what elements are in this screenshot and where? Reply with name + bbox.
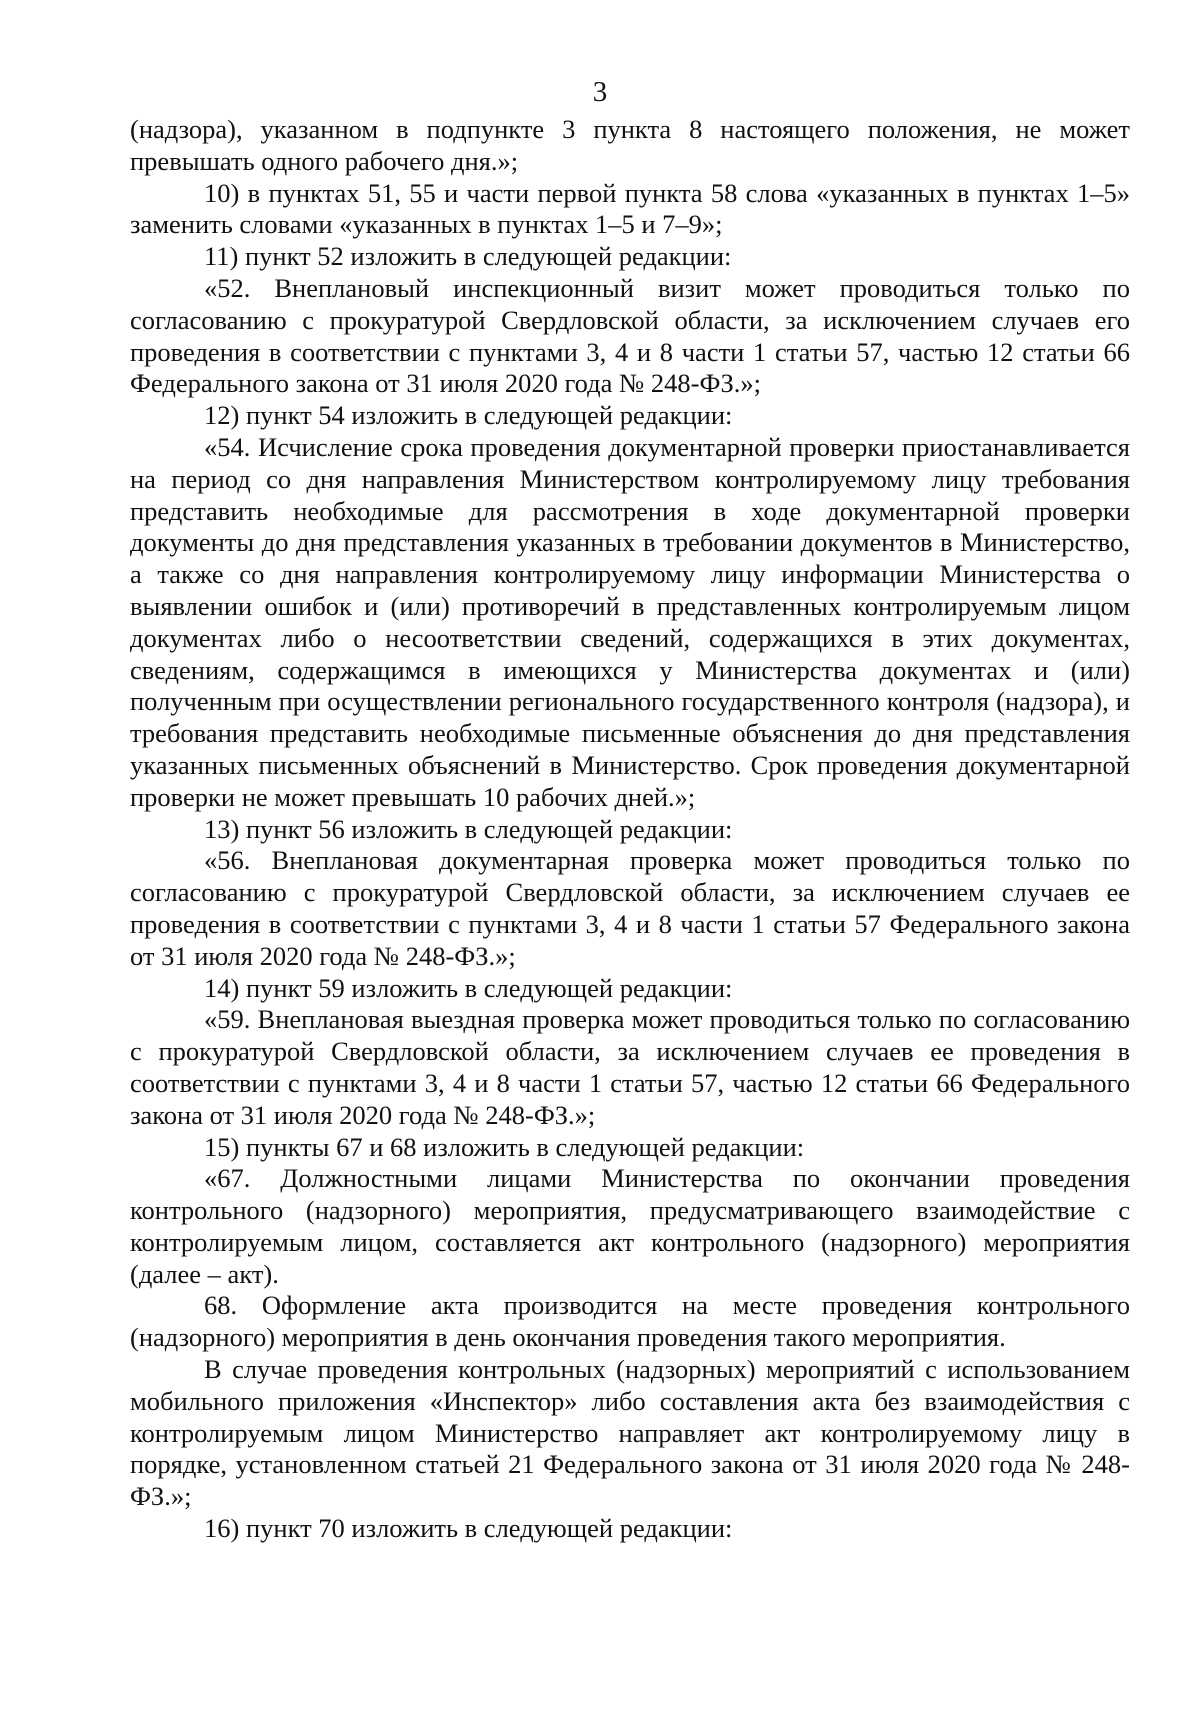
paragraph-item-16: 16) пункт 70 изложить в следующей редакции: [204, 1513, 733, 1544]
document-body [130, 114, 1130, 1545]
paragraph-item-11: 11) пункт 52 изложить в следующей редакции: [204, 241, 732, 272]
paragraph-clause-67: «67. Должностными лицами Министерства по окончании проведения контрольного (надзорного) мероприятия, предусматривающего взаимодействие с контролируемым лицом, составляется акт контрольного (надзорного) мероприятия (далее – акт). [130, 1163, 1130, 1289]
paragraph-clause-54: «54. Исчисление срока проведения документарной проверки приостанавливается на период со дня направления Министерством контролируемому лицу требования представить необходимые для рассмотрения в ходе документарной проверки документы до дня представления указанных в требовании документов в Министерство, а также со дня направления контролируемому лицу информации Министерства о выявлении ошибок и (или) противоречий в представленных контролируемым лицом документах либо о несоответствии сведений, содержащихся в этих документах, сведениям, содержащимся в имеющихся у Министерства документах и (или) полученным при осуществлении регионального государственного контроля (надзора), и требования представить необходимые письменные объяснения до дня представления указанных письменных объяснений в Министерство. Срок проведения документарной проверки не может превышать 10 рабочих дней.»; [130, 431, 1130, 812]
paragraph-clause-68-part-2: В случае проведения контрольных (надзорных) мероприятий с использованием мобильного приложения «Инспектор» либо составления акта без взаимодействия с контролируемым лицом Министерство направляет акт контролируемому лицу в порядке, установленном статьей 21 Федерального закона от 31 июля 2020 года № 248-ФЗ.»; [130, 1354, 1130, 1512]
paragraph-item-12: 12) пункт 54 изложить в следующей редакции: [204, 400, 733, 431]
paragraph-item-14: 14) пункт 59 изложить в следующей редакции: [204, 972, 733, 1003]
paragraph-item-15: 15) пункты 67 и 68 изложить в следующей редакции: [204, 1131, 805, 1162]
paragraph-clause-56: «56. Внеплановая документарная проверка может проводиться только по согласованию с прокуратурой Свердловской области, за исключением случаев ее проведения в соответствии с пунктами 3, 4 и 8 части 1 статьи 57 Федерального закона от 31 июля 2020 года № 248-ФЗ.»; [130, 845, 1130, 971]
paragraph-item-13: 13) пункт 56 изложить в следующей редакции: [204, 813, 733, 844]
page-number: 3 [592, 76, 608, 108]
paragraph-clause-52: «52. Внеплановый инспекционный визит может проводиться только по согласованию с прокуратурой Свердловской области, за исключением случаев его проведения в соответствии с пунктами 3, 4 и 8 части 1 статьи 57, частью 12 статьи 66 Федерального закона от 31 июля 2020 года № 248-ФЗ.»; [130, 272, 1130, 399]
paragraph-item-10: 10) в пунктах 51, 55 и части первой пункта 58 слова «указанных в пунктах 1–5» заменить словами «указанных в пунктах 1–5 и 7–9»; [130, 177, 1130, 240]
paragraph-clause-68: 68. Оформление акта производится на месте проведения контрольного (надзорного) мероприятия в день окончания проведения такого мероприятия. [130, 1290, 1130, 1353]
paragraph-clause-59: «59. Внеплановая выездная проверка может проводиться только по согласованию с прокуратурой Свердловской области, за исключением случаев ее проведения в соответствии с пунктами 3, 4 и 8 части 1 статьи 57, частью 12 статьи 66 Федерального закона от 31 июля 2020 года № 248-ФЗ.»; [130, 1004, 1130, 1130]
paragraph-continuation: (надзора), указанном в подпункте 3 пункта 8 настоящего положения, не может превышать одного рабочего дня.»; [130, 114, 1130, 176]
